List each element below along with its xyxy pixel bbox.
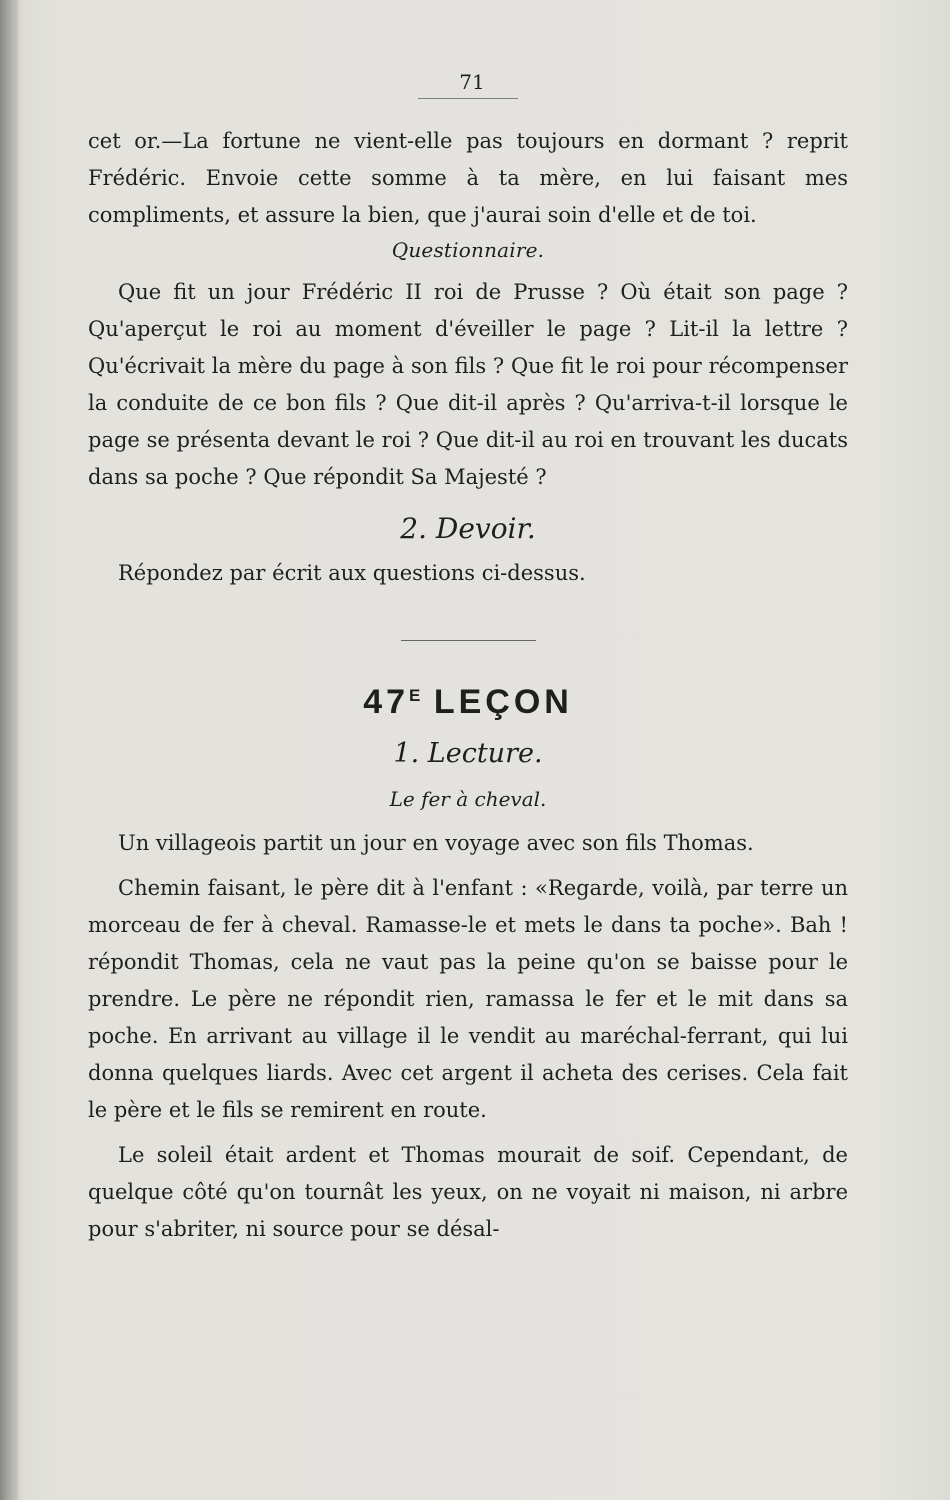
questionnaire-heading: Questionnaire. <box>391 238 545 262</box>
paragraph-spacer <box>88 862 848 870</box>
binding-shadow <box>0 0 18 1500</box>
story-paragraph-1: Un villageois partit un jour en voyage avec son fils Thomas. <box>118 831 754 855</box>
intro-paragraph: cet or.—La fortune ne vient-elle pas toujours en dormant ? reprit Frédéric. Envoie cette somme à ta mère, en lui faisant mes compliments, et assure la bien, que j'aurai soin d'elle et de toi. <box>88 129 848 227</box>
devoir-heading: 2. Devoir. <box>400 512 536 545</box>
story-paragraph-3: Le soleil était ardent et Thomas mourait de soif. Cependant, de quelque côté qu'on tournât les yeux, on ne voyait ni maison, ni arbre pour s'abriter, ni source pour se désal- <box>88 1143 848 1241</box>
lesson-heading <box>88 683 848 722</box>
lesson-suffix: E <box>409 686 421 705</box>
story-title: Le fer à cheval. <box>389 787 547 811</box>
paragraph-spacer <box>88 1129 848 1137</box>
page-number-rule <box>418 98 518 99</box>
lecture-heading: 1. Lecture. <box>393 738 543 769</box>
page-number: 71 <box>459 70 485 94</box>
devoir-text: Répondez par écrit aux questions ci-dessus. <box>118 561 586 585</box>
story-paragraph-2: Chemin faisant, le père dit à l'enfant : «Regarde, voilà, par terre un morceau de fer à cheval. Ramasse-le et mets le dans ta poche». Bah ! répondit Thomas, cela ne vaut pas la peine qu'on se baisse pour le prendre. Le père ne répondit rien, ramassa le fer et le mit dans sa poche. En arrivant au village il le vendit au maréchal-ferrant, qui lui donna quelques liards. Avec cet argent il acheta des cerises. Cela fait le père et le fils se remirent en route. <box>88 876 848 1122</box>
page-content <box>88 70 848 1248</box>
lesson-word: LEÇON <box>433 683 573 721</box>
questionnaire-text: Que fit un jour Frédéric II roi de Prusse ? Où était son page ? Qu'aperçut le roi au moment d'éveiller le page ? Lit-il la lettre ? Qu'écrivait la mère du page à son fils ? Que fit le roi pour récompenser la conduite de ce bon fils ? Que dit-il après ? Qu'arriva-t-il lorsque le page se présenta devant le roi ? Que dit-il au roi en trouvant les ducats dans sa poche ? Que répondit Sa Majesté ? <box>88 280 848 489</box>
lesson-number: 47 <box>363 683 410 721</box>
section-divider <box>401 640 536 641</box>
